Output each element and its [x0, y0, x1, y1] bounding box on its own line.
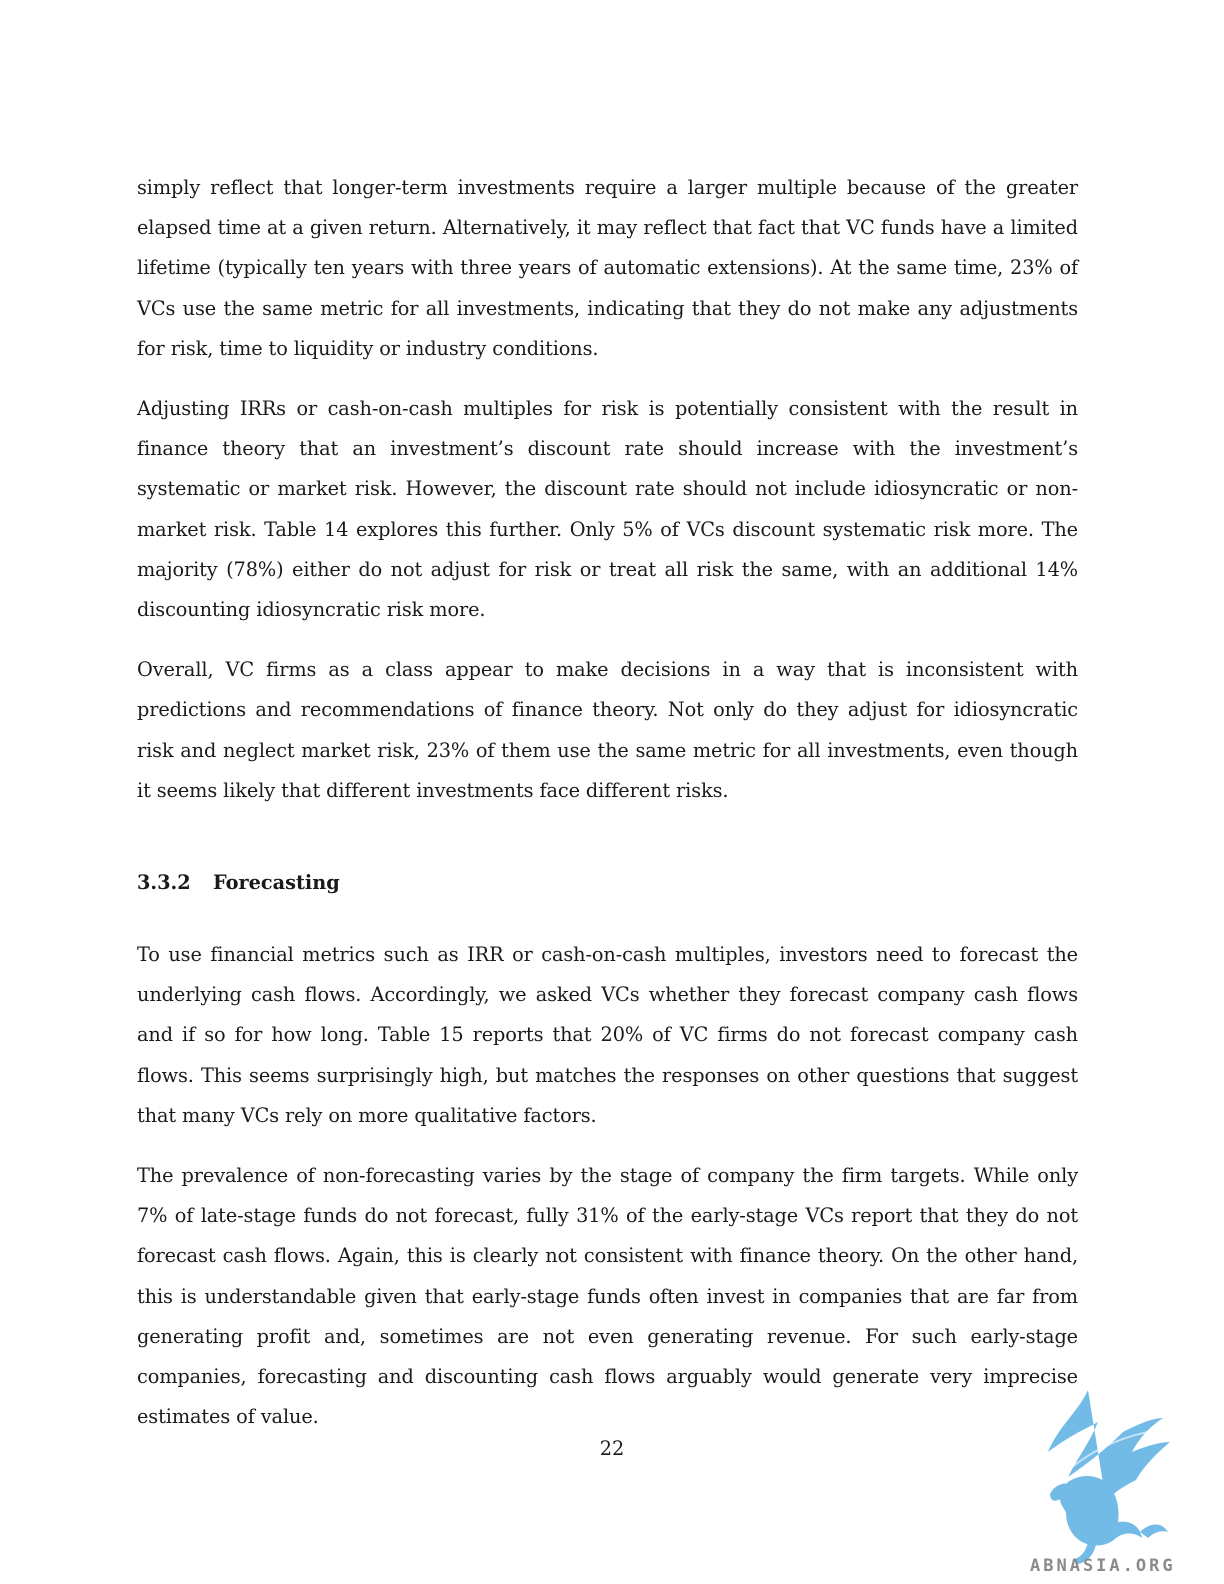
section-heading — [137, 863, 1078, 903]
page-body — [137, 168, 1078, 1437]
paragraph-overall-vc: Overall, VC firms as a class appear to make decisions in a way that is inconsistent with predictions and recommendations of finance theory. Not only do they adjust for idiosyncratic risk and neglect market risk, 23% of them use the same metric for all investments, even though it seems likely that different investments face different risks. — [137, 658, 1078, 802]
page-number: 22 — [599, 1437, 625, 1460]
section-title: Forecasting — [213, 871, 340, 895]
paragraph-elapsed-time: simply reflect that longer-term investments require a larger multiple because of the greater elapsed time at a given return. Alternatively, it may reflect that fact that VC funds have a limited lifetime (typically ten years with three years of automatic extensions). At the same time, 23% of VCs use the same metric for all investments, indicating that they do not make any adjustments for risk, time to liquidity or industry conditions. — [137, 176, 1078, 360]
section-number: 3.3.2 — [137, 871, 191, 895]
paragraph-risk-adjustment: Adjusting IRRs or cash-on-cash multiples for risk is potentially consistent with the result in finance theory that an investment’s discount rate should increase with the investment’s systematic or market risk. However, the discount rate should not include idiosyncratic or non-market risk. Table 14 explores this further. Only 5% of VCs discount systematic risk more. The majority (78%) either do not adjust for risk or treat all risk the same, with an additional 14% discounting idiosyncratic risk more. — [137, 397, 1078, 622]
watermark-text: ABNASIA.ORG — [1030, 1556, 1176, 1576]
paragraph-non-forecasting: The prevalence of non-forecasting varies by the stage of company the firm targets. While only 7% of late-stage funds do not forecast, fully 31% of the early-stage VCs report that they do not forecast cash flows. Again, this is clearly not consistent with finance theory. On the other hand, this is understandable given that early-stage funds often invest in companies that are far from generating profit and, sometimes are not even generating revenue. For such early-stage companies, forecasting and discounting cash flows arguably would generate very imprecise estimates of value. — [137, 1164, 1078, 1429]
paragraph-forecasting-intro: To use financial metrics such as IRR or cash-on-cash multiples, investors need to forecast the underlying cash flows. Accordingly, we asked VCs whether they forecast company cash flows and if so for how long. Table 15 reports that 20% of VC firms do not forecast company cash flows. This seems surprisingly high, but matches the responses on other questions that suggest that many VCs rely on more qualitative factors. — [137, 943, 1078, 1127]
griffin-logo-icon — [1028, 1382, 1208, 1572]
